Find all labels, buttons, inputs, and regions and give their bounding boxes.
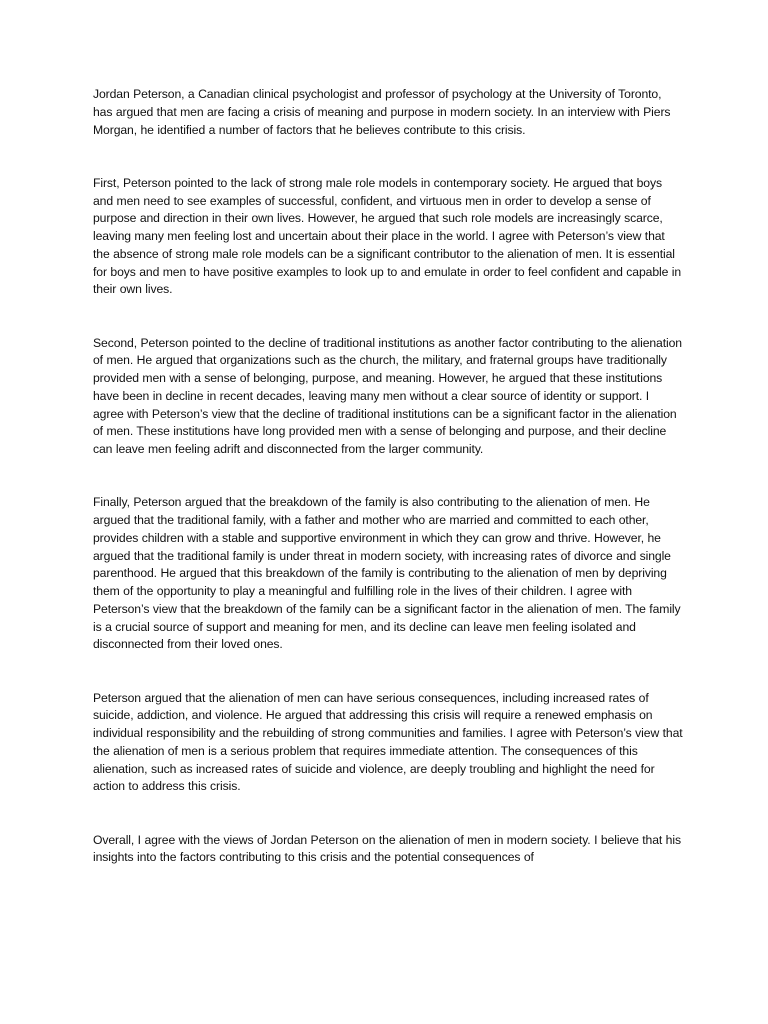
paragraph-family: Finally, Peterson argued that the breakdown of the family is also contributing to the alienation of men. He argued that the traditional family, with a father and mother who are married and committed to each other, provides children with a stable and supportive environment in which they can grow and thrive. However, he argued that the traditional family is under threat in modern society, with increasing rates of divorce and single parenthood. He argued that this breakdown of the family is contributing to the alienation of men by depriving them of the opportunity to play a meaningful and fulfilling role in the lives of their children. I agree with Peterson’s view that the breakdown of the family can be a significant factor in the alienation of men. The family is a crucial source of support and meaning for men, and its decline can leave men feeling isolated and disconnected from their loved ones. (93, 495, 681, 652)
document-body (93, 86, 683, 903)
paragraph-conclusion: Overall, I agree with the views of Jordan Peterson on the alienation of men in modern society. I believe that his insights into the factors contributing to this crisis and the potential consequences of (93, 832, 681, 865)
paragraph-role-models: First, Peterson pointed to the lack of strong male role models in contemporary society. He argued that boys and men need to see examples of successful, confident, and virtuous men in order to develop a sense of purpose and direction in their own lives. However, he argued that such role models are increasingly scarce, leaving many men feeling lost and uncertain about their place in the world. I agree with Peterson’s view that the absence of strong male role models can be a significant contributor to the alienation of men. It is essential for boys and men to have positive examples to look up to and emulate in order to feel confident and capable in their own lives. (93, 175, 682, 297)
paragraph-institutions: Second, Peterson pointed to the decline of traditional institutions as another factor contributing to the alienation of men. He argued that organizations such as the church, the military, and fraternal groups have traditionally provided men with a sense of belonging, purpose, and meaning. However, he argued that these institutions have been in decline in recent decades, leaving many men without a clear source of identity or support. I agree with Peterson’s view that the decline of traditional institutions can be a significant factor in the alienation of men. These institutions have long provided men with a sense of belonging and purpose, and their decline can leave men feeling adrift and disconnected from the larger community. (93, 335, 682, 456)
paragraph-consequences: Peterson argued that the alienation of men can have serious consequences, including increased rates of suicide, addiction, and violence. He argued that addressing this crisis will require a renewed emphasis on individual responsibility and the rebuilding of strong communities and families. I agree with Peterson’s view that the alienation of men is a serious problem that requires immediate attention. The consequences of this alienation, such as increased rates of suicide and violence, are deeply troubling and highlight the need for action to address this crisis. (93, 690, 683, 794)
paragraph-intro: Jordan Peterson, a Canadian clinical psychologist and professor of psychology at the University of Toronto, has argued that men are facing a crisis of meaning and purpose in modern society. In an interview with Piers Morgan, he identified a number of factors that he believes contribute to this crisis. (93, 87, 671, 137)
